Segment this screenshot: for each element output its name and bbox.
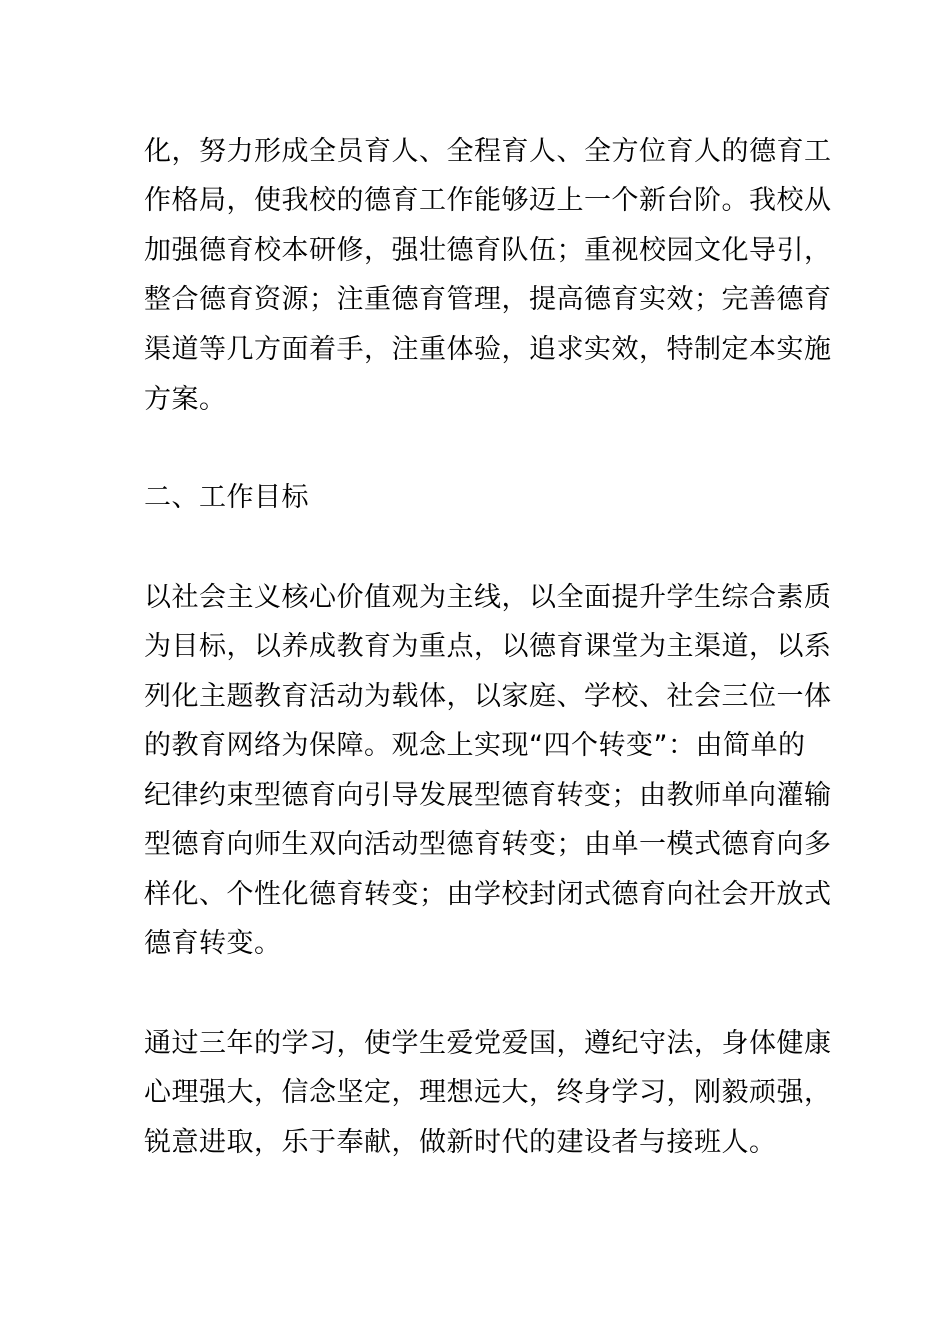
text-line: 整合德育资源；注重德育管理，提高德育实效；完善德育 [144, 284, 832, 315]
text-line: 样化、个性化德育转变；由学校封闭式德育向社会开放式 [144, 879, 832, 910]
text-line: 作格局，使我校的德育工作能够迈上一个新台阶。我校从 [144, 185, 832, 216]
text-line: 加强德育校本研修，强壮德育队伍；重视校园文化导引， [144, 235, 832, 266]
text-line: 方案。 [144, 384, 227, 415]
text-line: 为目标，以养成教育为重点，以德育课堂为主渠道，以系 [144, 631, 832, 662]
text-line: 以社会主义核心价值观为主线，以全面提升学生综合素质 [144, 582, 832, 613]
text-line: 的教育网络为保障。观念上实现“四个转变”：由简单的 [144, 730, 806, 761]
text-line: 化，努力形成全员育人、全程育人、全方位育人的德育工 [144, 136, 832, 167]
text-line: 德育转变。 [144, 928, 282, 959]
text-line: 型德育向师生双向活动型德育转变；由单一模式德育向多 [144, 829, 832, 860]
section-heading: 二、工作目标 [144, 482, 309, 513]
text-line: 渠道等几方面着手，注重体验，追求实效，特制定本实施 [144, 334, 832, 365]
text-line: 锐意进取，乐于奉献，做新时代的建设者与接班人。 [144, 1127, 777, 1158]
text-line: 通过三年的学习，使学生爱党爱国，遵纪守法，身体健康 [144, 1028, 832, 1059]
text-line: 纪律约束型德育向引导发展型德育转变；由教师单向灌输 [144, 780, 832, 811]
text-line: 心理强大，信念坚定，理想远大，终身学习，刚毅顽强， [144, 1077, 832, 1108]
text-line: 列化主题教育活动为载体，以家庭、学校、社会三位一体 [144, 681, 832, 712]
